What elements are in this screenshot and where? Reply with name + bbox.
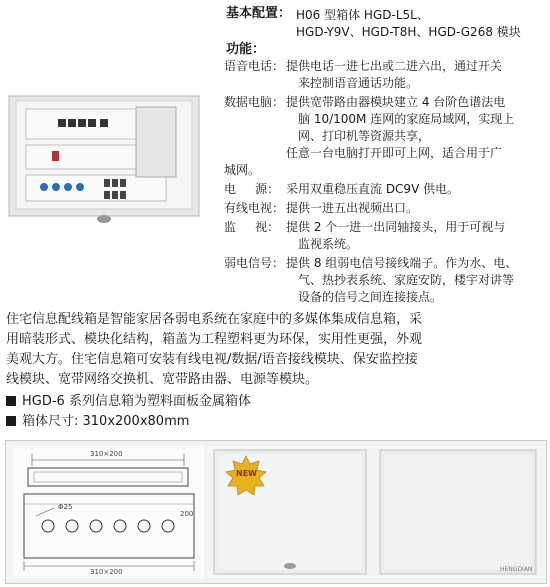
technical-drawing [14, 446, 204, 578]
function-text-line: 来控制语音通话功能。 [298, 76, 419, 90]
drawing-dim-top: 310×200 [90, 450, 123, 458]
drawing-dim-bottom: 310×200 [90, 568, 123, 576]
config-line-1: H06 型箱体 HGD-L5L、 [296, 8, 429, 22]
function-text-line: 提供宽带路由器模块建立 4 台阶色谱法电 [286, 95, 506, 109]
square-bullet-icon [6, 396, 16, 406]
function-text-line: 提供电话一进七出或二进六出，通过开关 [286, 59, 503, 73]
closed-box-photo [378, 448, 538, 578]
function-text-line: 脑 10/100M 连网的家庭局域网，实现上 [298, 112, 515, 126]
functions-heading: 功能： [226, 42, 266, 57]
open-box-photo [8, 95, 200, 225]
square-bullet-icon [6, 416, 16, 426]
function-label: 电 源： [224, 182, 280, 196]
description-line: 线模块、宽带网络交换机、宽带路由器、电源等模块。 [6, 372, 319, 387]
function-label: 弱电信号： [224, 256, 285, 270]
function-text-line: 监视系统。 [298, 237, 359, 251]
config-heading: 基本配置： [226, 6, 292, 21]
bullet-dimensions [6, 412, 189, 432]
function-text-line: 提供 8 组弱电信号接线端子。作为水、电、 [286, 256, 518, 270]
function-text-line: 网、打印机等资源共享， [298, 129, 431, 143]
function-text-line: 提供一进五出视频出口。 [286, 201, 419, 215]
description-block [6, 310, 422, 390]
description-line: 住宅信息配线箱是智能家居各弱电系统在家庭中的多媒体集成信息箱，采 [6, 312, 423, 327]
function-label: 有线电视： [224, 201, 285, 215]
bullet-dimensions-text: 箱体尺寸: 310x200x80mm [22, 414, 190, 429]
function-text-line: 气、热抄表系统、家庭安防，楼宇对讲等 [298, 273, 515, 287]
closed-box-photo-badge [212, 448, 370, 578]
function-text-line: 任意一台电脑打开即可上网，适合用于广 [286, 146, 503, 160]
brand-label: HENGDIAN [500, 566, 533, 573]
config-line-2: HGD-Y9V、HGD-T8H、HGD-G268 模块 [296, 25, 521, 39]
function-text-line: 采用双重稳压直流 DC9V 供电。 [286, 182, 460, 196]
drawing-label-small: Φ25 [58, 503, 73, 511]
function-text-line: 城网。 [224, 163, 261, 177]
function-label: 数据电脑： [224, 95, 285, 109]
function-text-line: 提供 2 个一进一出同轴接头，用于可视与 [286, 220, 506, 234]
function-label: 语音电话： [224, 59, 285, 73]
new-badge-text: NEW [236, 469, 257, 478]
function-label: 监 视： [224, 220, 280, 234]
bullet-series [6, 392, 251, 412]
function-text-line: 设备的信号之间连接接点。 [298, 290, 443, 304]
bullet-series-text: HGD-6 系列信息箱为塑料面板金属箱体 [22, 394, 251, 409]
description-line: 美观大方。住宅信息箱可安装有线电视/数据/语音接线模块、保安监控接 [6, 352, 418, 367]
drawing-dim-side: 200 [180, 510, 194, 518]
description-line: 用暗装形式、模块化结构，箱盖为工程塑料更为环保，实用性更强，外观 [6, 332, 423, 347]
